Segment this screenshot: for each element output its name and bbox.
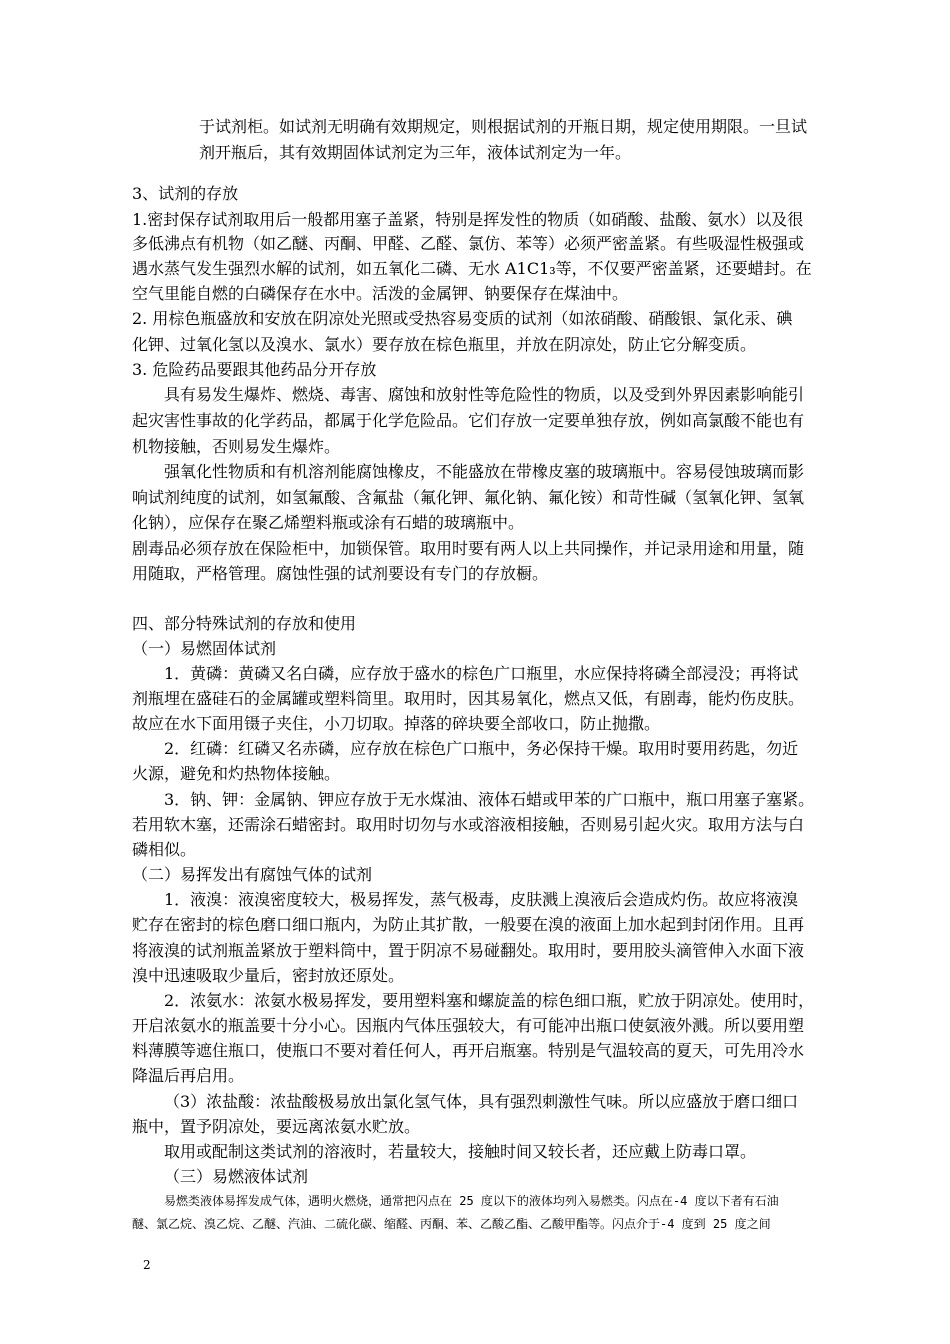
text-line: 强氧化性物质和有机溶剂能腐蚀橡皮，不能盛放在带橡皮塞的玻璃瓶中。容易侵蚀玻璃而影	[164, 462, 805, 481]
text-line-small: 醚、氯乙烷、溴乙烷、乙醚、汽油、二硫化碳、缩醛、丙酮、苯、乙酸乙酯、乙酸甲酯等。闪点介于-4 度到 25 度之间	[132, 1217, 771, 1231]
text-line: 3. 危险药品要跟其他药品分开存放	[132, 360, 377, 379]
subsection-heading: （二）易挥发出有腐蚀气体的试剂	[132, 865, 373, 884]
text-line: 磷相似。	[132, 840, 197, 859]
page-number: 2	[143, 1258, 151, 1272]
text-line: 3．钠、钾：金属钠、钾应存放于无水煤油、液体石蜡或甲苯的广口瓶中，瓶口用塞子塞紧。	[164, 790, 815, 809]
section-heading: 四、部分特殊试剂的存放和使用	[132, 614, 357, 633]
text-line: 1．黄磷：黄磷又名白磷，应存放于盛水的棕色广口瓶里，水应保持将磷全部浸没；再将试	[164, 664, 799, 683]
text-line: 2．浓氨水：浓氨水极易挥发，要用塑料塞和螺旋盖的棕色细口瓶，贮放于阴凉处。使用时，	[164, 991, 815, 1010]
text-line: 剧毒品必须存放在保险柜中，加锁保管。取用时要有两人以上共同操作，并记录用途和用量，随	[132, 539, 805, 558]
subsection-heading: （三）易燃液体试剂	[164, 1167, 309, 1186]
text-line: 空气里能自燃的白磷保存在水中。活泼的金属钾、钠要保存在煤油中。	[132, 284, 629, 303]
text-line: 具有易发生爆炸、燃烧、毒害、腐蚀和放射性等危险性的物质，以及受到外界因素影响能引	[164, 385, 805, 404]
text-line: 遇水蒸气发生强烈水解的试剂，如五氧化二磷、无水 A1C1₃等，不仅要严密盖紧，还要蜡封。在	[132, 259, 812, 278]
text-line: 多低沸点有机物（如乙醚、丙酮、甲醛、乙醛、氯仿、苯等）必须严密盖紧。有些吸湿性极强或	[132, 234, 805, 253]
text-line: 2．红磷：红磷又名赤磷，应存放在棕色广口瓶中，务必保持干燥。取用时要用药匙，勿近	[164, 739, 799, 758]
text-line: 溴中迅速吸取少量后，密封放还原处。	[132, 966, 405, 985]
text-line: 剂瓶埋在盛硅石的金属罐或塑料筒里。取用时，因其易氧化，燃点又低，有剧毒，能灼伤皮肤。	[132, 689, 805, 708]
text-line: 起灾害性事故的化学药品，都属于化学危险品。它们存放一定要单独存放，例如高氯酸不能也有	[132, 411, 805, 430]
text-line: 火源，避免和灼热物体接触。	[132, 764, 341, 783]
text-line: （3）浓盐酸：浓盐酸极易放出氯化氢气体，具有强烈刺激性气味。所以应盛放于磨口细口	[164, 1092, 799, 1111]
text-line: 将液溴的试剂瓶盖紧放于塑料筒中，置于阴凉不易碰翻处。取用时，要用胶头滴管伸入水面下液	[132, 941, 805, 960]
text-line: 料薄膜等遮住瓶口，使瓶口不要对着任何人，再开启瓶塞。特别是气温较高的夏天，可先用冷水	[132, 1041, 805, 1060]
text-line: 贮存在密封的棕色磨口细口瓶内，为防止其扩散，一般要在溴的液面上加水起到封闭作用。且再	[132, 915, 805, 934]
text-line: 开启浓氨水的瓶盖要十分小心。因瓶内气体压强较大，有可能冲出瓶口使氨液外溅。所以要用塑	[132, 1016, 805, 1035]
text-line: 1.密封保存试剂取用后一般都用塞子盖紧，特别是挥发性的物质（如硝酸、盐酸、氨水）以及很	[132, 210, 804, 229]
text-line: 若用软木塞，还需涂石蜡密封。取用时切勿与水或溶液相接触，否则易引起火灾。取用方法与白	[132, 815, 805, 834]
text-line: 取用或配制这类试剂的溶液时，若量较大，接触时间又较长者，还应戴上防毒口罩。	[164, 1142, 757, 1161]
text-line: 机物接触，否则易发生爆炸。	[132, 437, 341, 456]
section-heading: 3、试剂的存放	[132, 184, 239, 203]
subsection-heading: （一）易燃固体试剂	[132, 639, 277, 658]
text-line: 化钾、过氧化氢以及溴水、氯水）要存放在棕色瓶里，并放在阴凉处，防止它分解变质。	[132, 335, 757, 354]
text-line: 化钠），应保存在聚乙烯塑料瓶或涂有石蜡的玻璃瓶中。	[132, 513, 525, 532]
text-line: 故应在水下面用镊子夹住，小刀切取。掉落的碎块要全部收口，防止抛撒。	[132, 714, 661, 733]
text-line: 降温后再启用。	[132, 1066, 245, 1085]
text-line-small: 易燃类液体易挥发成气体，遇明火燃烧，通常把闪点在 25 度以下的液体均列入易燃类。闪点在-4 度以下者有石油	[164, 1194, 779, 1208]
text-line: 响试剂纯度的试剂，如氢氟酸、含氟盐（氟化钾、氟化钠、氟化铵）和苛性碱（氢氧化钾、氢氧	[132, 488, 805, 507]
text-line: 于试剂柜。如试剂无明确有效期规定，则根据试剂的开瓶日期，规定使用期限。一旦试	[199, 117, 808, 136]
text-line: 用随取，严格管理。腐蚀性强的试剂要设有专门的存放橱。	[132, 564, 549, 583]
text-line: 剂开瓶后，其有效期固体试剂定为三年，液体试剂定为一年。	[199, 143, 632, 162]
text-line: 2. 用棕色瓶盛放和安放在阴凉处光照或受热容易变质的试剂（如浓硝酸、硝酸银、氯化汞、碘	[132, 309, 793, 328]
text-line: 瓶中，置予阴凉处，要远离浓氨水贮放。	[132, 1117, 421, 1136]
text-line: 1．液溴：液溴密度较大，极易挥发，蒸气极毒，皮肤溅上溴液后会造成灼伤。故应将液溴	[164, 890, 799, 909]
